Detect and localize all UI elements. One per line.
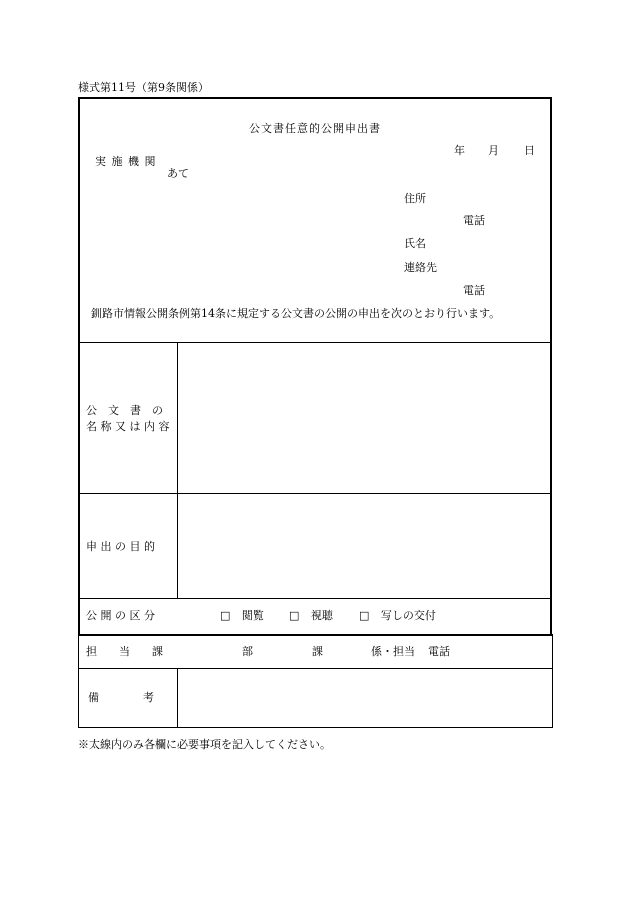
date-year-label: 年 bbox=[454, 144, 465, 157]
form-title: 公文書任意的公開申出書 bbox=[249, 122, 381, 135]
divider-after-purpose bbox=[78, 598, 552, 599]
form-main-box bbox=[78, 97, 552, 636]
checkbox-icon[interactable]: □ bbox=[220, 609, 231, 622]
footnote: ※太線内のみ各欄に必要事項を記入してください。 bbox=[78, 738, 331, 751]
purpose-label: 申 出 の 目 的 bbox=[86, 540, 155, 553]
remarks-label: 備 考 bbox=[88, 691, 154, 704]
divider-after-header bbox=[78, 342, 552, 343]
option-copy-label: 写しの交付 bbox=[380, 609, 436, 622]
phone-label-1: 電話 bbox=[463, 214, 485, 227]
addressee-honorific: あて bbox=[167, 167, 189, 180]
address-label: 住所 bbox=[404, 192, 426, 205]
office-dept-label: 部 bbox=[242, 645, 253, 658]
name-label: 氏名 bbox=[404, 237, 426, 250]
date-day-label: 日 bbox=[524, 144, 535, 157]
category-label: 公 開 の 区 分 bbox=[86, 609, 155, 622]
divider-office-remarks bbox=[78, 668, 552, 669]
option-view-label: 閲覧 bbox=[241, 609, 264, 622]
office-section-label: 課 bbox=[312, 645, 323, 658]
phone-label-2: 電話 bbox=[463, 284, 485, 297]
remarks-column-divider bbox=[177, 668, 178, 727]
divider-after-doc-name bbox=[78, 493, 552, 494]
application-statement: 釧路市情報公開条例第14条に規定する公文書の公開の申出を次のとおり行います。 bbox=[91, 307, 501, 320]
office-label: 担 当 課 bbox=[86, 645, 163, 658]
checkbox-icon[interactable]: □ bbox=[289, 609, 300, 622]
option-view[interactable] bbox=[220, 610, 264, 621]
option-audio-visual[interactable] bbox=[289, 610, 333, 621]
option-copy[interactable] bbox=[359, 610, 436, 621]
office-staff-label: 係・担当 bbox=[371, 645, 415, 658]
office-phone-label: 電話 bbox=[428, 645, 450, 658]
label-column-divider bbox=[177, 342, 178, 599]
checkbox-icon[interactable]: □ bbox=[359, 609, 370, 622]
option-audio-visual-label: 視聴 bbox=[310, 609, 333, 622]
date-month-label: 月 bbox=[488, 144, 499, 157]
form-number: 様式第11号（第9条関係） bbox=[78, 81, 209, 94]
addressee-org: 実 施 機 関 bbox=[95, 155, 157, 168]
contact-label: 連絡先 bbox=[404, 261, 437, 274]
doc-name-label-line2: 名 称 又 は 内 容 bbox=[86, 420, 170, 433]
doc-name-label-line1: 公 文 書 の bbox=[86, 404, 163, 417]
